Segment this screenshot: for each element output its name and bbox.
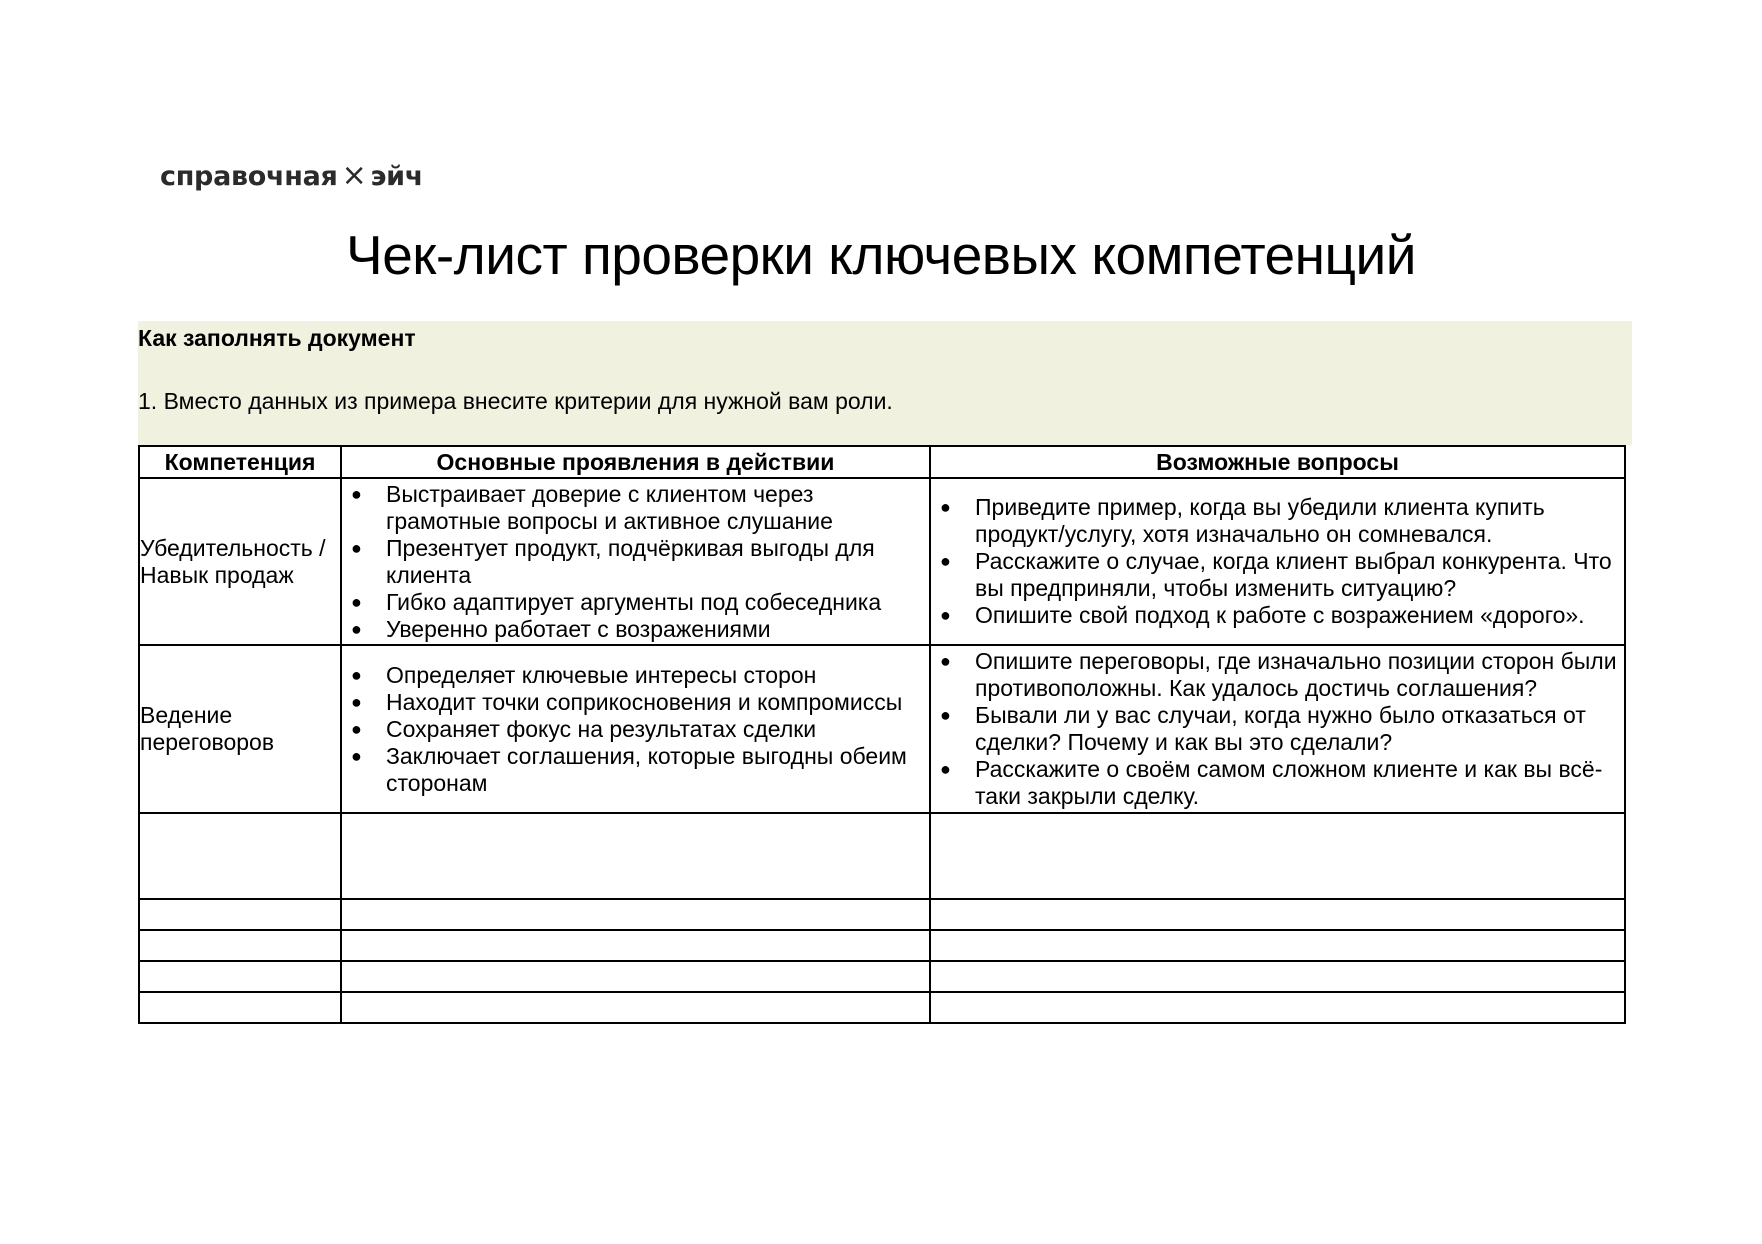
list-item: ● Уверенно работает с возражениями <box>342 616 925 643</box>
list-item: ● Презентует продукт, подчёркивая выгоды для клиента <box>342 535 925 589</box>
empty-cell <box>930 961 1625 992</box>
questions-cell <box>930 645 1625 813</box>
empty-cell <box>930 813 1625 899</box>
logo-separator: × <box>341 158 367 193</box>
empty-table-row <box>139 961 1625 992</box>
empty-cell <box>139 899 341 930</box>
empty-cell <box>341 961 930 992</box>
page-title: Чек-лист проверки ключевых компетенций <box>346 224 1416 286</box>
competence-cell: Убедительность / Навык продаж <box>139 478 341 645</box>
logo-text-right: эйч <box>370 161 423 192</box>
empty-cell <box>139 813 341 899</box>
header-questions: Возможные вопросы <box>930 446 1625 478</box>
list-item: ● Находит точки соприкосновения и компромиссы <box>342 689 925 716</box>
table-header-row <box>139 446 1625 478</box>
competency-table <box>138 445 1626 1024</box>
actions-list <box>342 662 929 797</box>
empty-cell <box>341 899 930 930</box>
actions-cell <box>341 478 930 645</box>
competence-cell: Ведение переговоров <box>139 645 341 813</box>
table-row <box>139 645 1625 813</box>
questions-list <box>931 648 1624 810</box>
list-item: ● Опишите переговоры, где изначально позиции сторон были противоположны. Как удалось достичь соглашения? <box>931 648 1620 702</box>
header-actions: Основные проявления в действии <box>341 446 930 478</box>
brand-logo <box>160 158 423 193</box>
empty-table-row <box>139 930 1625 961</box>
questions-list <box>931 494 1624 629</box>
list-item: ● Расскажите о случае, когда клиент выбрал конкурента. Что вы предприняли, чтобы изменить ситуацию? <box>931 548 1620 602</box>
header-competence: Компетенция <box>139 446 341 478</box>
actions-cell <box>341 645 930 813</box>
empty-cell <box>341 992 930 1023</box>
actions-list <box>342 481 929 643</box>
questions-cell <box>930 478 1625 645</box>
empty-cell <box>341 930 930 961</box>
empty-cell <box>139 961 341 992</box>
list-item: ● Расскажите о своём самом сложном клиенте и как вы всё-таки закрыли сделку. <box>931 756 1620 810</box>
empty-cell <box>930 930 1625 961</box>
empty-cell <box>139 930 341 961</box>
list-item: ● Гибко адаптирует аргументы под собеседника <box>342 589 925 616</box>
table-row <box>139 478 1625 645</box>
list-item: ● Приведите пример, когда вы убедили клиента купить продукт/услугу, хотя изначально он сомневался. <box>931 494 1620 548</box>
instructions-box <box>138 321 1632 445</box>
empty-cell <box>139 992 341 1023</box>
empty-table-row <box>139 992 1625 1023</box>
instructions-title: Как заполнять документ <box>138 325 416 351</box>
list-item: ● Сохраняет фокус на результатах сделки <box>342 716 925 743</box>
empty-cell <box>930 899 1625 930</box>
empty-cell <box>930 992 1625 1023</box>
list-item: ● Заключает соглашения, которые выгодны обеим сторонам <box>342 743 925 797</box>
list-item: ● Опишите свой подход к работе с возражением «дорого». <box>931 602 1620 629</box>
list-item: ● Выстраивает доверие с клиентом через грамотные вопросы и активное слушание <box>342 481 925 535</box>
empty-table-row <box>139 813 1625 899</box>
empty-table-row <box>139 899 1625 930</box>
list-item: ● Определяет ключевые интересы сторон <box>342 662 925 689</box>
logo-text-left: справочная <box>160 161 338 192</box>
instructions-item: 1. Вместо данных из примера внесите критерии для нужной вам роли. <box>138 388 893 414</box>
empty-cell <box>341 813 930 899</box>
list-item: ● Бывали ли у вас случаи, когда нужно было отказаться от сделки? Почему и как вы это сделали? <box>931 702 1620 756</box>
